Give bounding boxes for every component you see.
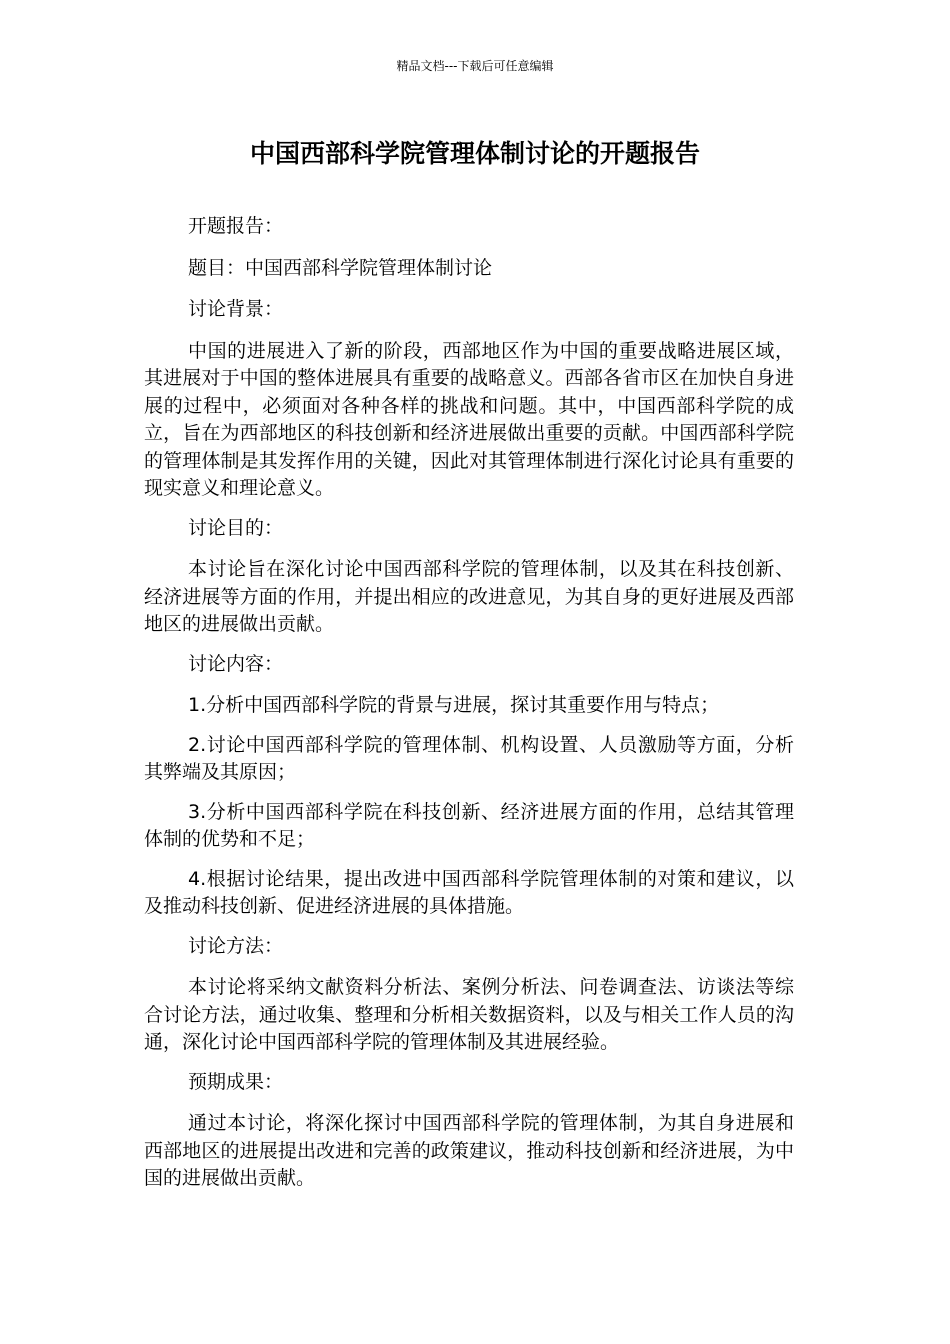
paragraph-topic: 题目：中国西部科学院管理体制讨论 bbox=[188, 256, 493, 279]
content-item-4: 4.根据讨论结果，提出改进中国西部科学院管理体制的对策和建议，以及推动科技创新、促进经济进展的具体措施。 bbox=[144, 867, 794, 917]
content-item-3: 3.分析中国西部科学院在科技创新、经济进展方面的作用，总结其管理体制的优势和不足； bbox=[144, 800, 794, 850]
paragraph-background: 中国的进展进入了新的阶段，西部地区作为中国的重要战略进展区域，其进展对于中国的整体进展具有重要的战略意义。西部各省市区在加快自身进展的过程中，必须面对各种各样的挑战和问题。其中，中国西部科学院的成立，旨在为西部地区的科技创新和经济进展做出重要的贡献。中国西部科学院的管理体制是其发挥作用的关键，因此对其管理体制进行深化讨论具有重要的现实意义和理论意义。 bbox=[144, 339, 794, 499]
section-heading-content: 讨论内容： bbox=[188, 652, 284, 675]
section-heading-method: 讨论方法： bbox=[188, 934, 284, 957]
document-title: 中国西部科学院管理体制讨论的开题报告 bbox=[249, 139, 700, 168]
section-heading-purpose: 讨论目的： bbox=[188, 516, 284, 539]
section-heading-expected-results: 预期成果： bbox=[188, 1070, 284, 1093]
content-item-1: 1.分析中国西部科学院的背景与进展，探讨其重要作用与特点； bbox=[188, 694, 720, 716]
paragraph-report-label: 开题报告： bbox=[188, 215, 284, 237]
section-heading-background: 讨论背景： bbox=[188, 298, 284, 320]
paragraph-expected-results: 通过本讨论，将深化探讨中国西部科学院的管理体制，为其自身进展和西部地区的进展提出改进和完善的政策建议，推动科技创新和经济进展，为中国的进展做出贡献。 bbox=[144, 1112, 794, 1189]
paragraph-method: 本讨论将采纳文献资料分析法、案例分析法、问卷调查法、访谈法等综合讨论方法，通过收集、整理和分析相关数据资料，以及与相关工作人员的沟通，深化讨论中国西部科学院的管理体制及其进展经验。 bbox=[144, 976, 794, 1053]
document-body bbox=[144, 213, 794, 1205]
paragraph-purpose: 本讨论旨在深化讨论中国西部科学院的管理体制，以及其在科技创新、经济进展等方面的作用，并提出相应的改进意见，为其自身的更好进展及西部地区的进展做出贡献。 bbox=[144, 558, 794, 635]
content-item-2: 2.讨论中国西部科学院的管理体制、机构设置、人员激励等方面，分析其弊端及其原因； bbox=[144, 733, 794, 783]
header-note: 精品文档---下载后可任意编辑 bbox=[396, 59, 554, 73]
